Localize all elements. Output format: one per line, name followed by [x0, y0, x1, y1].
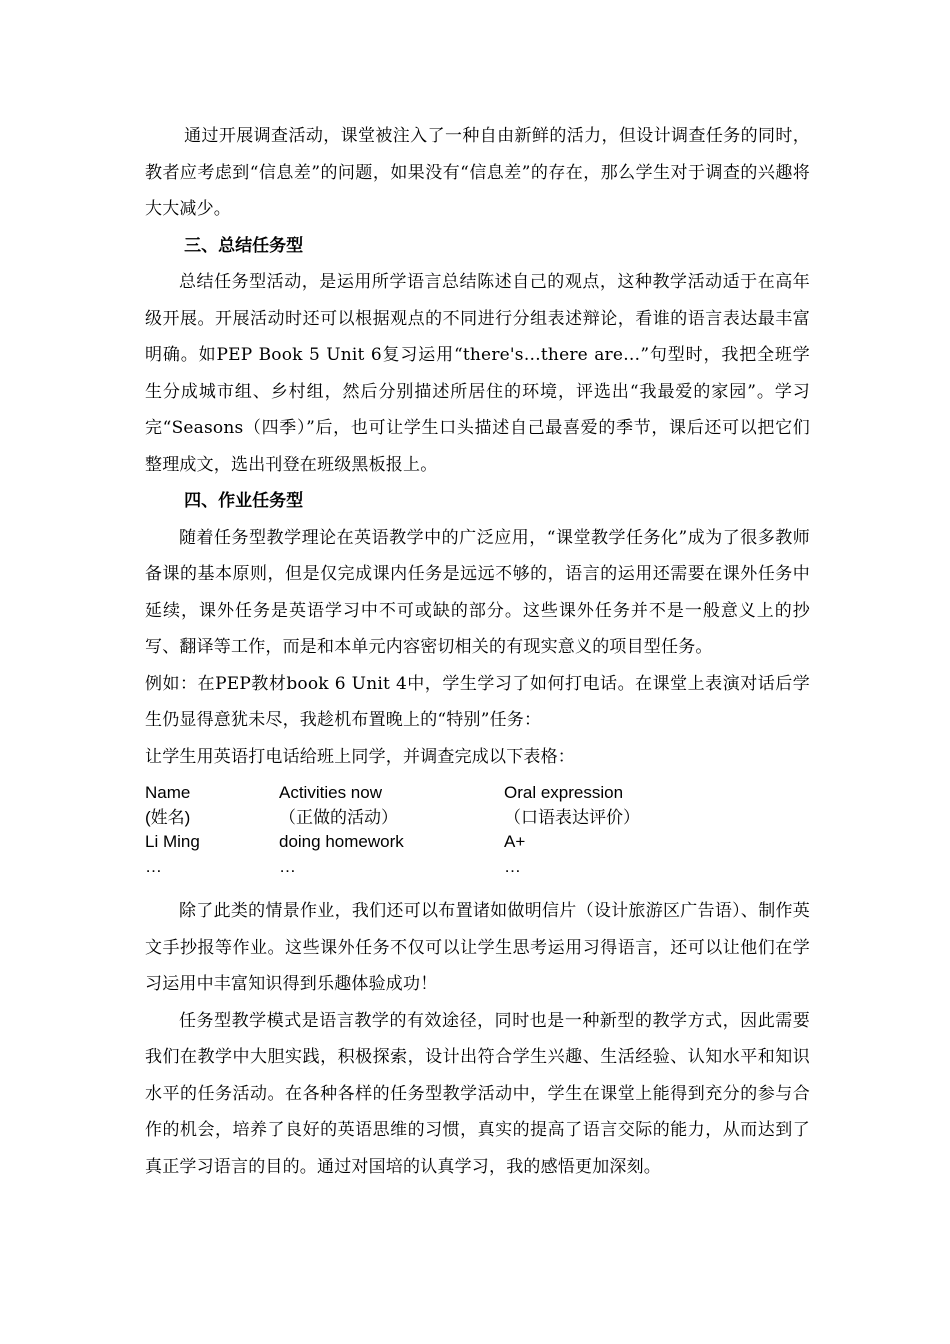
paragraph-summary-task: 总结任务型活动，是运用所学语言总结陈述自己的观点，这种教学活动适于在高年级开展。开展活动时还可以根据观点的不同进行分组表述辩论，看谁的语言表达最丰富明确。如PEP Book 5 Unit 6复习运用“there's…there are…”句型时，我把全班学生分成城市组、乡村组，然后分别描述所居住的环境，评选出“我最爱的家园”。学习完“Seasons（四季）”后，也可让学生口头描述自己最喜爱的季节，课后还可以把它们整理成文，选出刊登在班级黑板报上。 — [145, 272, 810, 475]
table-row — [145, 830, 810, 855]
paragraph-table-intro: 让学生用英语打电话给班上同学，并调查完成以下表格： — [145, 746, 575, 767]
table-cell: (姓名) — [145, 807, 191, 827]
table-cell: Name — [145, 783, 191, 802]
paragraph-example: 例如：在PEP教材book 6 Unit 4中，学生学习了如何打电话。在课堂上表演对话后学生仍显得意犹未尽，我趁机布置晚上的“特别”任务： — [145, 673, 810, 730]
document-page — [145, 118, 810, 1185]
table-row — [145, 781, 810, 806]
table-cell: … — [279, 856, 296, 876]
paragraph-other-homework: 除了此类的情景作业，我们还可以布置诸如做明信片（设计旅游区广告语）、制作英文手抄报等作业。这些课外任务不仅可以让学生思考运用习得语言，还可以让他们在学习运用中丰富知识得到乐趣体验成功！ — [145, 901, 810, 994]
paragraph-homework-task: 随着任务型教学理论在英语教学中的广泛应用，“课堂教学任务化”成为了很多教师备课的基本原则，但是仅完成课内任务是远远不够的，语言的运用还需要在课外任务中延续，课外任务是英语学习中不可或缺的部分。这些课外任务并不是一般意义上的抄写、翻译等工作，而是和本单元内容密切相关的有现实意义的项目型任务。 — [145, 527, 810, 657]
table-cell: Oral expression — [504, 783, 624, 802]
table-cell: （口语表达评价） — [504, 807, 640, 827]
table-cell: … — [504, 856, 521, 876]
table-cell: （正做的活动） — [279, 807, 398, 827]
heading-homework-task: 四、作业任务型 — [184, 491, 304, 511]
table-cell: A+ — [504, 832, 526, 851]
table-cell: Li Ming — [145, 832, 200, 851]
survey-table — [145, 781, 810, 879]
paragraph-survey-summary: 通过开展调查活动，课堂被注入了一种自由新鲜的活力，但设计调查任务的同时，教者应考虑到“信息差”的问题，如果没有“信息差”的存在，那么学生对于调查的兴趣将大大减少。 — [145, 126, 810, 219]
table-cell: … — [145, 856, 162, 876]
table-row — [145, 806, 810, 831]
table-cell: doing homework — [279, 832, 404, 851]
paragraph-conclusion: 任务型教学模式是语言教学的有效途径，同时也是一种新型的教学方式，因此需要我们在教学中大胆实践，积极探索，设计出符合学生兴趣、生活经验、认知水平和知识水平的任务活动。在各种各样的任务型教学活动中，学生在课堂上能得到充分的参与合作的机会，培养了良好的英语思维的习惯，真实的提高了语言交际的能力，从而达到了真正学习语言的目的。通过对国培的认真学习，我的感悟更加深刻。 — [145, 1010, 810, 1177]
table-row — [145, 855, 810, 880]
table-cell: Activities now — [279, 783, 382, 802]
heading-summary-task: 三、总结任务型 — [184, 235, 304, 256]
